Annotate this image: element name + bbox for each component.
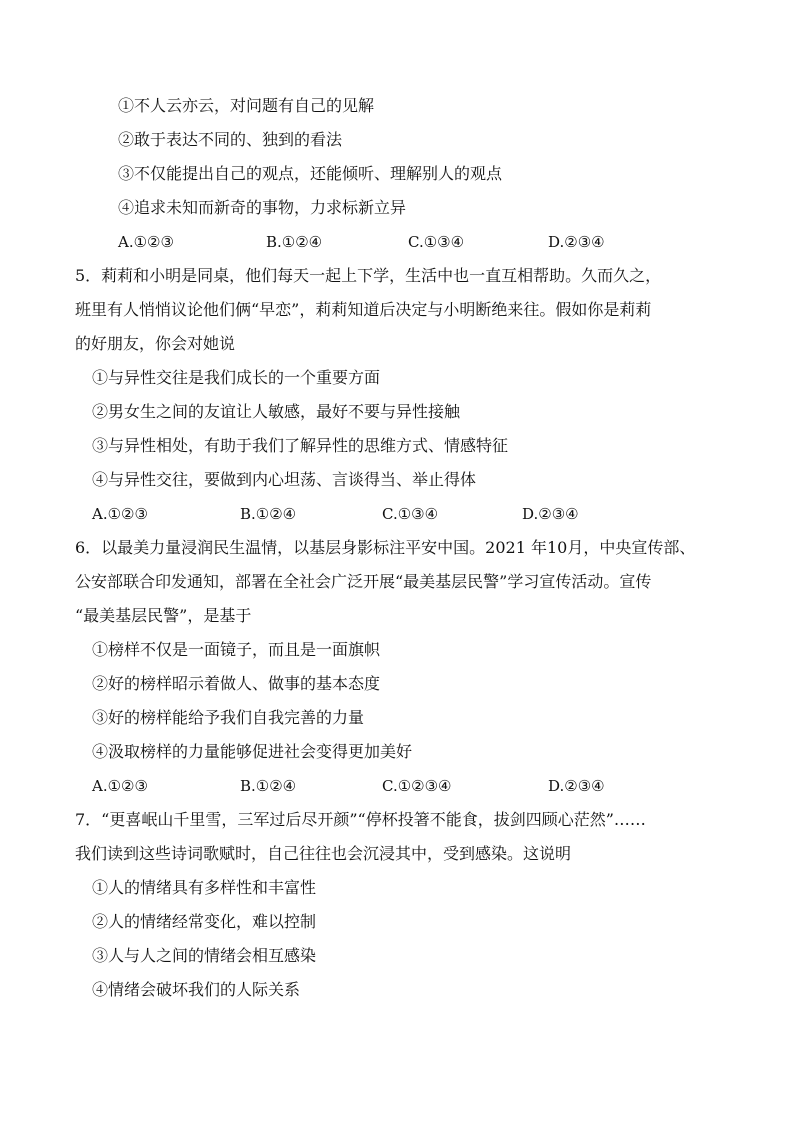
- q5-choice-b: B.①②④: [240, 505, 297, 523]
- q7-stem-line-1: 7．“更喜岷山千里雪，三军过后尽开颜”“停杯投箸不能食，拔剑四顾心茫然”……: [75, 810, 646, 829]
- q5-stem-line-3: 的好朋友，你会对她说: [75, 334, 236, 353]
- q6-stem-line-1: 6．以最美力量浸润民生温情，以基层身影标注平安中国。2021 年10月，中央宣传部、: [75, 538, 696, 557]
- q7-option-1: ①人的情绪具有多样性和丰富性: [92, 878, 317, 897]
- q5-choice-d: D.②③④: [522, 505, 579, 523]
- q5-choice-c: C.①③④: [382, 505, 439, 523]
- q7-option-3: ③人与人之间的情绪会相互感染: [92, 946, 317, 965]
- q6-option-3: ③好的榜样能给予我们自我完善的力量: [92, 708, 365, 727]
- q6-choice-a: A.①②③: [92, 777, 148, 795]
- q7-option-2: ②人的情绪经常变化，难以控制: [92, 912, 317, 931]
- q6-choice-c: C.①②③④: [382, 777, 452, 795]
- q5-option-1: ①与异性交往是我们成长的一个重要方面: [92, 368, 381, 387]
- q5-stem-line-2: 班里有人悄悄议论他们俩“早恋”，莉莉知道后决定与小明断绝来往。假如你是莉莉: [75, 300, 652, 319]
- q4-choice-a: A.①②③: [118, 233, 174, 251]
- q4-option-1: ①不人云亦云，对问题有自己的见解: [118, 96, 375, 115]
- q6-option-1: ①榜样不仅是一面镜子，而且是一面旗帜: [92, 640, 381, 659]
- q6-stem-line-3: “最美基层民警”，是基于: [75, 606, 252, 625]
- q6-choice-d: D.②③④: [548, 777, 605, 795]
- q5-option-3: ③与异性相处，有助于我们了解异性的思维方式、情感特征: [92, 436, 509, 455]
- q6-choice-b: B.①②④: [240, 777, 297, 795]
- q4-choice-c: C.①③④: [408, 233, 465, 251]
- q5-stem-line-1: 5．莉莉和小明是同桌，他们每天一起上下学，生活中也一直互相帮助。久而久之，: [75, 266, 662, 285]
- q4-option-4: ④追求未知而新奇的事物，力求标新立异: [118, 198, 407, 217]
- q5-choice-a: A.①②③: [92, 505, 148, 523]
- q4-option-2: ②敢于表达不同的、独到的看法: [118, 130, 343, 149]
- q5-option-2: ②男女生之间的友谊让人敏感，最好不要与异性接触: [92, 402, 461, 421]
- q6-option-2: ②好的榜样昭示着做人、做事的基本态度: [92, 674, 381, 693]
- q7-option-4: ④情绪会破坏我们的人际关系: [92, 980, 301, 999]
- q4-choice-d: D.②③④: [548, 233, 605, 251]
- q4-choice-b: B.①②④: [266, 233, 323, 251]
- q4-option-3: ③不仅能提出自己的观点，还能倾听、理解别人的观点: [118, 164, 503, 183]
- q6-option-4: ④汲取榜样的力量能够促进社会变得更加美好: [92, 742, 413, 761]
- q5-option-4: ④与异性交往，要做到内心坦荡、言谈得当、举止得体: [92, 470, 477, 489]
- q7-stem-line-2: 我们读到这些诗词歌赋时，自己往往也会沉浸其中，受到感染。这说明: [75, 844, 572, 863]
- q6-stem-line-2: 公安部联合印发通知，部署在全社会广泛开展“最美基层民警”学习宣传活动。宣传: [75, 572, 652, 591]
